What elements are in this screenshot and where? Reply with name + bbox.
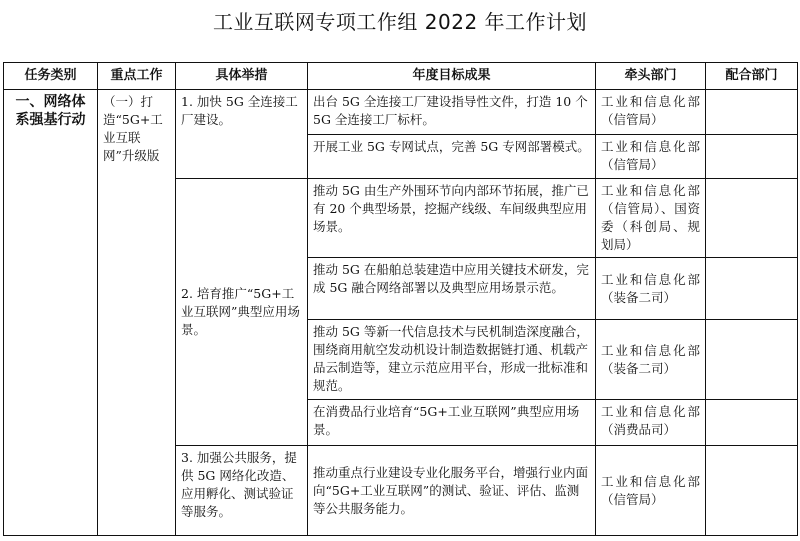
header-assisting-department: 配合部门 [706, 63, 798, 90]
goal-cell: 在消费品行业培育“5G+工业互联网”典型应用场景。 [308, 400, 596, 446]
lead-dept-cell: 工业和信息化部（信管局） [596, 90, 706, 135]
assist-dept-cell [706, 258, 798, 320]
lead-dept-cell: 工业和信息化部（信管局）、国资委（科创局、规划局） [596, 179, 706, 258]
assist-dept-cell [706, 320, 798, 400]
assist-dept-cell [706, 90, 798, 135]
assist-dept-cell [706, 446, 798, 536]
assist-dept-cell [706, 135, 798, 179]
task-category-cell: 一、网络体系强基行动 [4, 90, 98, 536]
measure-cell: 1. 加快 5G 全连接工厂建设。 [176, 90, 308, 179]
table-header-row [4, 63, 798, 90]
key-work-cell: （一）打造“5G+工业互联网”升级版 [98, 90, 176, 536]
assist-dept-cell [706, 400, 798, 446]
lead-dept-cell: 工业和信息化部（信管局） [596, 446, 706, 536]
header-annual-goals: 年度目标成果 [308, 63, 596, 90]
goal-cell: 出台 5G 全连接工厂建设指导性文件，打造 10 个 5G 全连接工厂标杆。 [308, 90, 596, 135]
goal-cell: 开展工业 5G 专网试点，完善 5G 专网部署模式。 [308, 135, 596, 179]
goal-cell: 推动 5G 由生产外围环节向内部环节拓展，推广已有 20 个典型场景，挖掘产线级、车间级典型应用场景。 [308, 179, 596, 258]
table-row [4, 90, 798, 135]
lead-dept-cell: 工业和信息化部（装备二司） [596, 258, 706, 320]
header-lead-department: 牵头部门 [596, 63, 706, 90]
measure-cell: 2. 培育推广“5G+工业互联网”典型应用场景。 [176, 179, 308, 446]
document-title: 工业互联网专项工作组 2022 年工作计划 [212, 10, 588, 34]
work-plan-table [3, 62, 798, 536]
lead-dept-cell: 工业和信息化部（消费品司） [596, 400, 706, 446]
header-task-category: 任务类别 [4, 63, 98, 90]
header-key-work: 重点工作 [98, 63, 176, 90]
header-specific-measures: 具体举措 [176, 63, 308, 90]
lead-dept-cell: 工业和信息化部（信管局） [596, 135, 706, 179]
goal-cell: 推动 5G 在船舶总装建造中应用关键技术研发，完成 5G 融合网络部署以及典型应用场景示范。 [308, 258, 596, 320]
lead-dept-cell: 工业和信息化部（装备二司） [596, 320, 706, 400]
goal-cell: 推动 5G 等新一代信息技术与民机制造深度融合，围绕商用航空发动机设计制造数据链打通、机载产品云制造等，建立示范应用平台，形成一批标准和规范。 [308, 320, 596, 400]
assist-dept-cell [706, 179, 798, 258]
measure-cell: 3. 加强公共服务，提供 5G 网络化改造、应用孵化、测试验证等服务。 [176, 446, 308, 536]
goal-cell: 推动重点行业建设专业化服务平台，增强行业内面向“5G+工业互联网”的测试、验证、评估、监测等公共服务能力。 [308, 446, 596, 536]
